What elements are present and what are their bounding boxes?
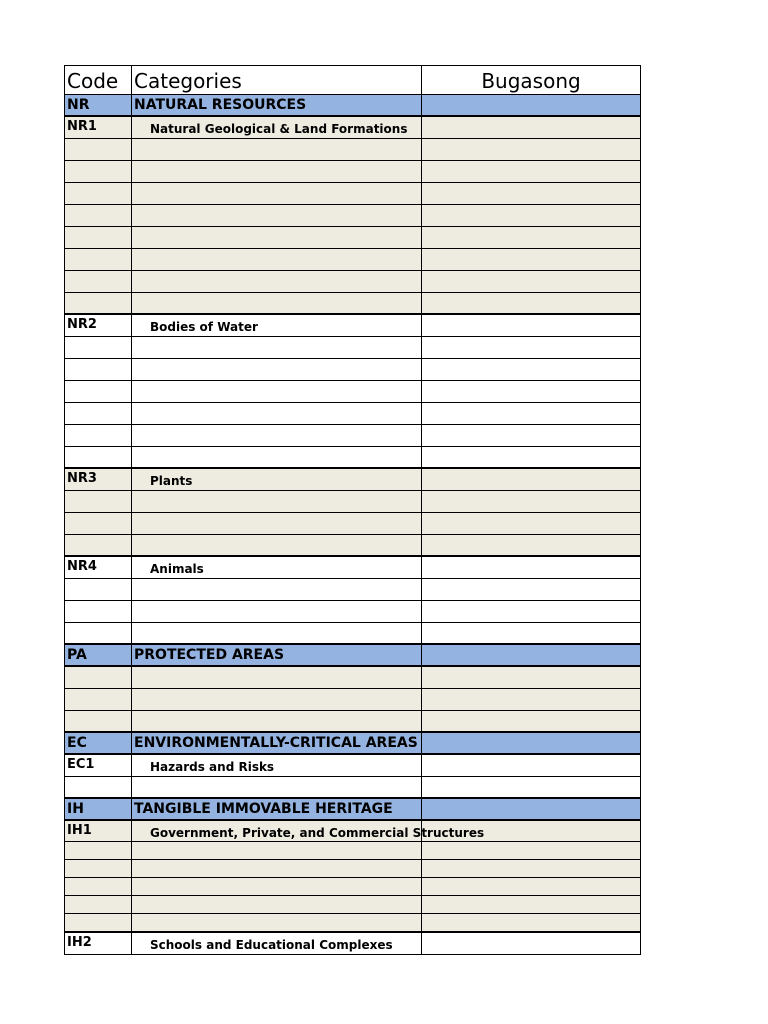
section-code-cell[interactable]	[64, 799, 131, 821]
category-cell[interactable]	[131, 933, 421, 955]
table-row	[64, 513, 641, 535]
table-row	[64, 359, 641, 381]
value-cell[interactable]	[421, 161, 641, 183]
category-cell[interactable]	[131, 249, 421, 271]
subcategory-label: Plants	[150, 474, 193, 488]
value-cell[interactable]	[421, 293, 641, 315]
value-cell[interactable]	[421, 667, 641, 689]
section-label-cell[interactable]	[131, 645, 421, 667]
table-row	[64, 183, 641, 205]
value-cell[interactable]	[421, 359, 641, 381]
section-label: TANGIBLE IMMOVABLE HERITAGE	[134, 801, 393, 817]
code-cell[interactable]	[64, 205, 131, 227]
category-cell[interactable]	[131, 842, 421, 860]
table-row	[64, 896, 641, 914]
table-row	[64, 579, 641, 601]
subcategory-code: IH2	[67, 935, 92, 950]
category-cell[interactable]	[131, 860, 421, 878]
code-cell[interactable]	[64, 896, 131, 914]
value-cell[interactable]	[421, 513, 641, 535]
subcategory-code: EC1	[67, 757, 95, 772]
code-cell[interactable]	[64, 667, 131, 689]
category-cell[interactable]	[131, 711, 421, 733]
value-cell[interactable]	[421, 878, 641, 896]
table-row	[64, 337, 641, 359]
category-cell[interactable]	[131, 667, 421, 689]
table-row	[64, 249, 641, 271]
code-cell[interactable]	[64, 579, 131, 601]
code-cell[interactable]	[64, 425, 131, 447]
value-cell[interactable]	[421, 579, 641, 601]
code-cell[interactable]	[64, 933, 131, 955]
section-label-cell[interactable]	[131, 733, 421, 755]
category-cell[interactable]	[131, 315, 421, 337]
table-row	[64, 447, 641, 469]
value-cell[interactable]	[421, 711, 641, 733]
subcategory-row	[64, 755, 641, 777]
subcategory-row	[64, 821, 641, 842]
code-cell[interactable]	[64, 821, 131, 842]
section-code-cell[interactable]	[64, 95, 131, 117]
category-cell[interactable]	[131, 491, 421, 513]
subcategory-row	[64, 557, 641, 579]
header-row	[64, 65, 641, 95]
category-cell[interactable]	[131, 293, 421, 315]
subcategory-code: NR1	[67, 119, 97, 134]
section-row	[64, 733, 641, 755]
value-cell[interactable]	[421, 249, 641, 271]
section-label: NATURAL RESOURCES	[134, 97, 307, 113]
value-cell[interactable]	[421, 381, 641, 403]
category-cell[interactable]	[131, 878, 421, 896]
code-cell[interactable]	[64, 227, 131, 249]
code-cell[interactable]	[64, 315, 131, 337]
category-cell[interactable]	[131, 359, 421, 381]
subcategory-label: Government, Private, and Commercial Structures	[150, 826, 485, 840]
category-cell[interactable]	[131, 755, 421, 777]
category-cell[interactable]	[131, 227, 421, 249]
value-cell[interactable]	[421, 205, 641, 227]
code-cell[interactable]	[64, 914, 131, 933]
value-cell[interactable]	[421, 117, 641, 139]
table-row	[64, 914, 641, 933]
section-value-cell[interactable]	[421, 733, 641, 755]
value-cell[interactable]	[421, 860, 641, 878]
section-code: NR	[67, 97, 90, 113]
header-categories[interactable]: Categories	[131, 65, 421, 95]
section-label: ENVIRONMENTALLY-CRITICAL AREAS	[134, 735, 418, 751]
section-value-cell[interactable]	[421, 645, 641, 667]
code-cell[interactable]	[64, 689, 131, 711]
category-cell[interactable]	[131, 914, 421, 933]
section-row	[64, 799, 641, 821]
table-row	[64, 689, 641, 711]
code-cell[interactable]	[64, 601, 131, 623]
category-cell[interactable]	[131, 425, 421, 447]
table-row	[64, 777, 641, 799]
value-cell[interactable]	[421, 689, 641, 711]
table-row	[64, 623, 641, 645]
subcategory-code: NR2	[67, 317, 97, 332]
category-cell[interactable]	[131, 777, 421, 799]
code-cell[interactable]	[64, 623, 131, 645]
category-cell[interactable]	[131, 601, 421, 623]
section-value-cell[interactable]	[421, 799, 641, 821]
code-cell[interactable]	[64, 337, 131, 359]
inventory-table	[64, 65, 641, 955]
code-cell[interactable]	[64, 117, 131, 139]
subcategory-label: Bodies of Water	[150, 320, 258, 334]
table-row	[64, 425, 641, 447]
section-code: IH	[67, 801, 84, 817]
table-row	[64, 667, 641, 689]
code-cell[interactable]	[64, 161, 131, 183]
value-cell[interactable]	[421, 183, 641, 205]
header-bugasong[interactable]: Bugasong	[421, 65, 641, 95]
code-cell[interactable]	[64, 711, 131, 733]
subcategory-row	[64, 315, 641, 337]
value-cell[interactable]	[421, 777, 641, 799]
code-cell[interactable]	[64, 860, 131, 878]
value-cell[interactable]	[421, 755, 641, 777]
value-cell[interactable]	[421, 403, 641, 425]
value-cell[interactable]	[421, 842, 641, 860]
value-cell[interactable]	[421, 469, 641, 491]
table-row	[64, 842, 641, 860]
section-code-cell[interactable]	[64, 645, 131, 667]
header-code[interactable]: Code	[64, 65, 131, 95]
section-row	[64, 95, 641, 117]
value-cell[interactable]	[421, 601, 641, 623]
section-value-cell[interactable]	[421, 95, 641, 117]
table-row	[64, 878, 641, 896]
category-cell[interactable]	[131, 535, 421, 557]
code-cell[interactable]	[64, 842, 131, 860]
category-cell[interactable]	[131, 513, 421, 535]
category-cell[interactable]	[131, 183, 421, 205]
code-cell[interactable]	[64, 535, 131, 557]
code-cell[interactable]	[64, 139, 131, 161]
table-row	[64, 271, 641, 293]
value-cell[interactable]	[421, 491, 641, 513]
table-row	[64, 601, 641, 623]
category-cell[interactable]	[131, 205, 421, 227]
category-cell[interactable]	[131, 579, 421, 601]
value-cell[interactable]	[421, 447, 641, 469]
subcategory-label: Schools and Educational Complexes	[150, 938, 393, 952]
table-row	[64, 139, 641, 161]
code-cell[interactable]	[64, 878, 131, 896]
value-cell[interactable]	[421, 623, 641, 645]
category-cell[interactable]	[131, 623, 421, 645]
code-cell[interactable]	[64, 755, 131, 777]
table-row	[64, 205, 641, 227]
table-row	[64, 860, 641, 878]
code-cell[interactable]	[64, 469, 131, 491]
value-cell[interactable]	[421, 139, 641, 161]
table-row	[64, 491, 641, 513]
subcategory-row	[64, 933, 641, 955]
code-cell[interactable]	[64, 491, 131, 513]
code-cell[interactable]	[64, 557, 131, 579]
subcategory-code: NR3	[67, 471, 97, 486]
subcategory-label: Natural Geological & Land Formations	[150, 122, 408, 136]
table-row	[64, 403, 641, 425]
category-cell[interactable]	[131, 403, 421, 425]
category-cell[interactable]	[131, 689, 421, 711]
code-cell[interactable]	[64, 293, 131, 315]
subcategory-code: IH1	[67, 823, 92, 838]
value-cell[interactable]	[421, 535, 641, 557]
section-label-cell[interactable]	[131, 95, 421, 117]
value-cell[interactable]	[421, 315, 641, 337]
category-cell[interactable]	[131, 469, 421, 491]
value-cell[interactable]	[421, 896, 641, 914]
table-row	[64, 381, 641, 403]
category-cell[interactable]	[131, 821, 485, 842]
code-cell[interactable]	[64, 513, 131, 535]
code-cell[interactable]	[64, 381, 131, 403]
subcategory-label: Hazards and Risks	[150, 760, 275, 774]
category-cell[interactable]	[131, 337, 421, 359]
table-row	[64, 227, 641, 249]
category-cell[interactable]	[131, 381, 421, 403]
section-row	[64, 645, 641, 667]
category-cell[interactable]	[131, 447, 421, 469]
code-cell[interactable]	[64, 249, 131, 271]
category-cell[interactable]	[131, 896, 421, 914]
value-cell[interactable]	[421, 914, 641, 933]
table-row	[64, 535, 641, 557]
value-cell[interactable]	[421, 933, 641, 955]
subcategory-label: Animals	[150, 562, 204, 576]
value-cell[interactable]	[421, 425, 641, 447]
section-code: EC	[67, 735, 87, 751]
category-cell[interactable]	[131, 557, 421, 579]
table-row	[64, 293, 641, 315]
category-cell[interactable]	[131, 139, 421, 161]
code-cell[interactable]	[64, 447, 131, 469]
section-code: PA	[67, 647, 87, 663]
section-label-cell[interactable]	[131, 799, 421, 821]
category-cell[interactable]	[131, 161, 421, 183]
table-row	[64, 711, 641, 733]
subcategory-row	[64, 469, 641, 491]
value-cell[interactable]	[421, 337, 641, 359]
code-cell[interactable]	[64, 183, 131, 205]
code-cell[interactable]	[64, 403, 131, 425]
category-cell[interactable]	[131, 271, 421, 293]
code-cell[interactable]	[64, 777, 131, 799]
table-row	[64, 161, 641, 183]
value-cell[interactable]	[421, 227, 641, 249]
code-cell[interactable]	[64, 271, 131, 293]
section-label: PROTECTED AREAS	[134, 647, 285, 663]
section-code-cell[interactable]	[64, 733, 131, 755]
subcategory-row	[64, 117, 641, 139]
value-cell[interactable]	[421, 557, 641, 579]
category-cell[interactable]	[131, 117, 421, 139]
value-cell[interactable]	[421, 271, 641, 293]
code-cell[interactable]	[64, 359, 131, 381]
subcategory-code: NR4	[67, 559, 97, 574]
